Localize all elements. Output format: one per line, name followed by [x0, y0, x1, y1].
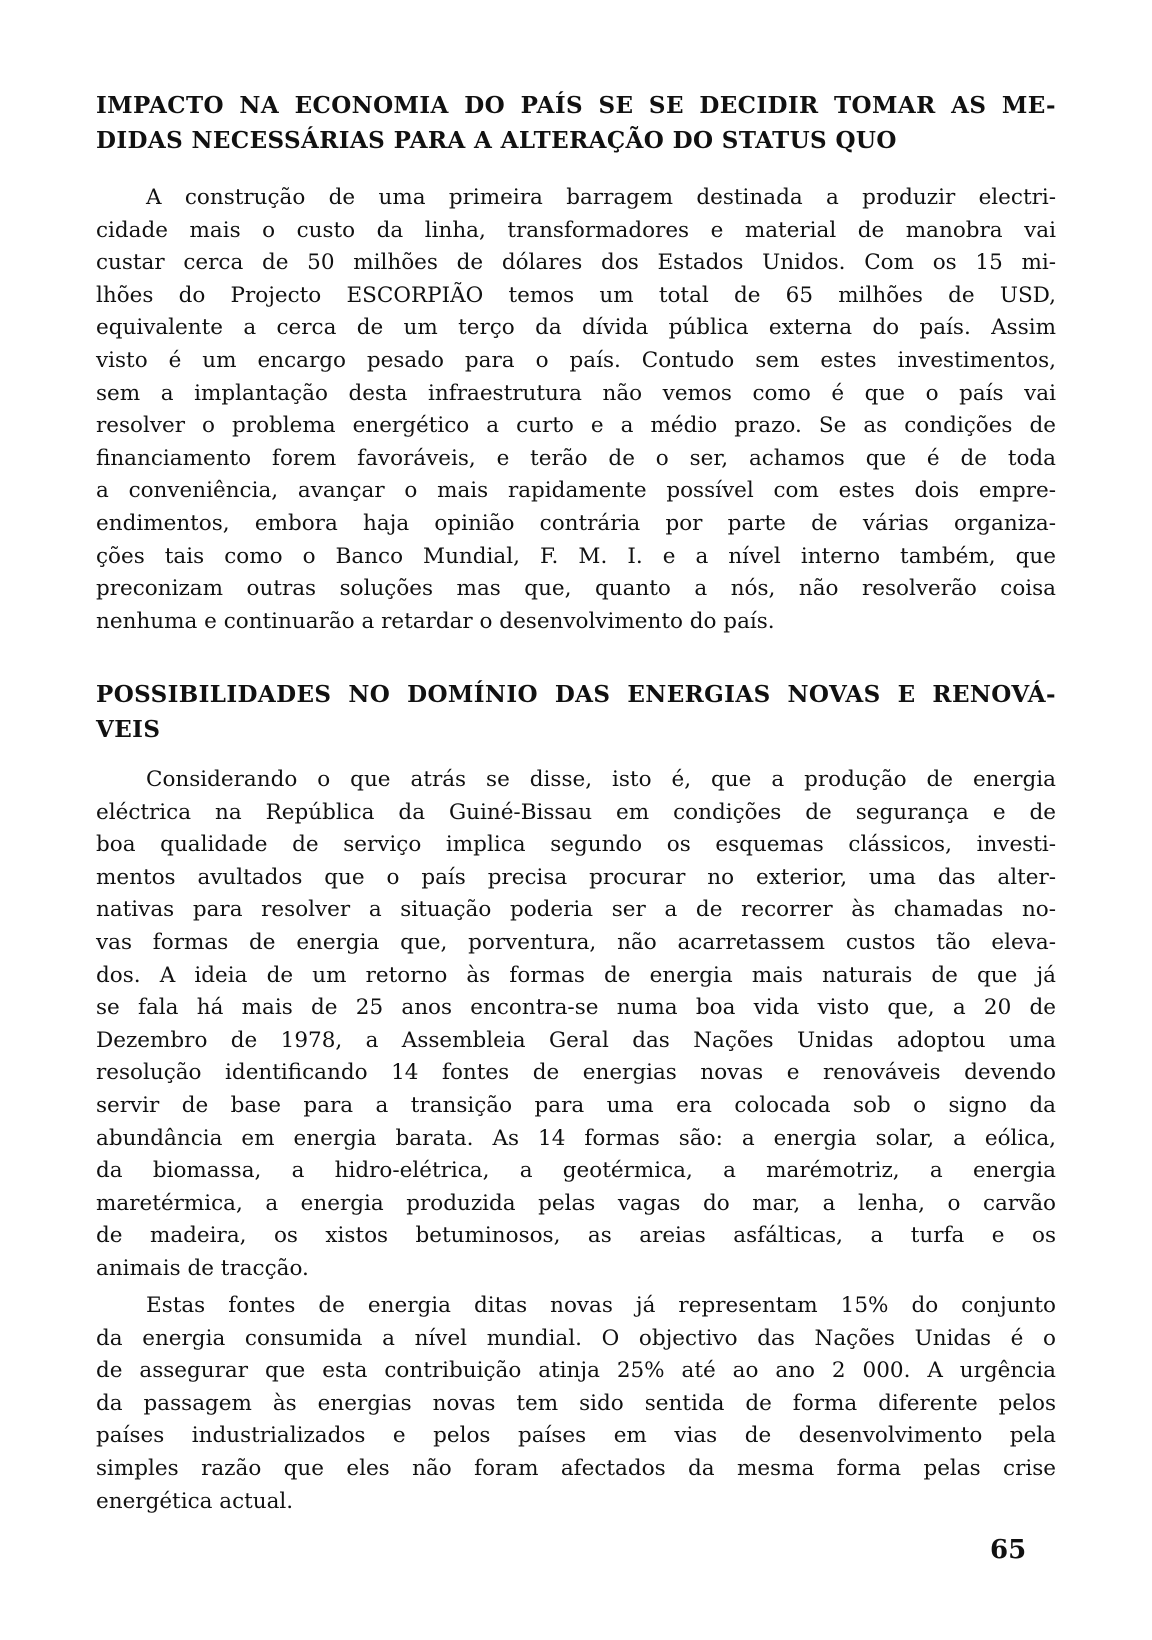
text-line: lhões do Projecto ESCORPIÃO temos um total de 65 milhões de USD, — [96, 282, 1056, 308]
text-line: da passagem às energias novas tem sido sentida de forma diferente pelos — [96, 1390, 1056, 1416]
section-heading-impacto — [96, 88, 1056, 158]
text-line: nenhuma e continuarão a retardar o desenvolvimento do país. — [96, 608, 775, 634]
paragraph-considerando — [96, 764, 1056, 1286]
text-line: simples razão que eles não foram afectados da mesma forma pelas crise — [96, 1455, 1056, 1481]
text-line: boa qualidade de serviço implica segundo os esquemas clássicos, investi- — [96, 832, 1056, 858]
text-line: Considerando o que atrás se disse, isto é, que a produção de energia — [146, 767, 1056, 792]
text-line: a conveniência, avançar o mais rapidamente possível com estes dois empre- — [96, 478, 1056, 504]
text-line: custar cerca de 50 milhões de dólares dos Estados Unidos. Com os 15 mi- — [96, 250, 1056, 276]
text-line: ções tais como o Banco Mundial, F. M. I. e a nível interno também, que — [96, 543, 1056, 569]
text-line: cidade mais o custo da linha, transformadores e material de manobra vai — [96, 217, 1056, 243]
text-line: resolver o problema energético a curto e a médio prazo. Se as condições de — [96, 413, 1056, 439]
text-line: de madeira, os xistos betuminosos, as areias asfálticas, a turfa e os — [96, 1223, 1056, 1249]
text-line: nativas para resolver a situação poderia ser a de recorrer às chamadas no- — [96, 897, 1056, 923]
text-line: vas formas de energia que, porventura, não acarretassem custos tão eleva- — [96, 929, 1056, 955]
heading-line: POSSIBILIDADES NO DOMÍNIO DAS ENERGIAS NOVAS E RENOVÁ- — [96, 681, 1056, 708]
text-line: resolução identificando 14 fontes de energias novas e renováveis devendo — [96, 1060, 1056, 1086]
text-line: da energia consumida a nível mundial. O objectivo das Nações Unidas é o — [96, 1325, 1056, 1351]
text-line: de assegurar que esta contribuição atinja 25% até ao ano 2 000. A urgência — [96, 1358, 1056, 1384]
text-line: maretérmica, a energia produzida pelas vagas do mar, a lenha, o carvão — [96, 1190, 1056, 1216]
text-line: Estas fontes de energia ditas novas já representam 15% do conjunto — [146, 1293, 1056, 1318]
text-line: endimentos, embora haja opinião contrária por parte de várias organiza- — [96, 510, 1056, 536]
text-line: visto é um encargo pesado para o país. Contudo sem estes investimentos, — [96, 347, 1056, 373]
section-heading-possibilidades — [96, 677, 1056, 747]
heading-line: DIDAS NECESSÁRIAS PARA A ALTERAÇÃO DO STATUS QUO — [96, 127, 897, 154]
text-line: financiamento forem favoráveis, e terão de o ser, achamos que é de toda — [96, 445, 1056, 471]
text-line: servir de base para a transição para uma era colocada sob o signo da — [96, 1092, 1056, 1118]
text-line: se fala há mais de 25 anos encontra-se numa boa vida visto que, a 20 de — [96, 995, 1056, 1021]
text-line: Dezembro de 1978, a Assembleia Geral das Nações Unidas adoptou uma — [96, 1027, 1056, 1053]
text-line: eléctrica na República da Guiné-Bissau em condições de segurança e de — [96, 799, 1056, 825]
text-line: preconizam outras soluções mas que, quanto a nós, não resolverão coisa — [96, 576, 1056, 602]
heading-line: IMPACTO NA ECONOMIA DO PAÍS SE SE DECIDIR TOMAR AS ME- — [96, 92, 1056, 119]
text-line: sem a implantação desta infraestrutura não vemos como é que o país vai — [96, 380, 1056, 406]
text-line: países industrializados e pelos países em vias de desenvolvimento pela — [96, 1423, 1056, 1449]
text-line: mentos avultados que o país precisa procurar no exterior, uma das alter- — [96, 864, 1056, 890]
text-line: energética actual. — [96, 1488, 294, 1514]
paragraph-impacto — [96, 182, 1056, 638]
text-line: da biomassa, a hidro-elétrica, a geotérmica, a marémotriz, a energia — [96, 1158, 1056, 1184]
text-line: abundância em energia barata. As 14 formas são: a energia solar, a eólica, — [96, 1125, 1056, 1151]
text-line: animais de tracção. — [96, 1255, 309, 1281]
text-line: A construção de uma primeira barragem destinada a produzir electri- — [146, 185, 1056, 210]
paragraph-estas-fontes — [96, 1290, 1056, 1518]
text-line: equivalente a cerca de um terço da dívida pública externa do país. Assim — [96, 315, 1056, 341]
text-line: dos. A ideia de um retorno às formas de energia mais naturais de que já — [96, 962, 1056, 988]
heading-line: VEIS — [96, 716, 161, 743]
page-number: 65 — [990, 1535, 1027, 1565]
